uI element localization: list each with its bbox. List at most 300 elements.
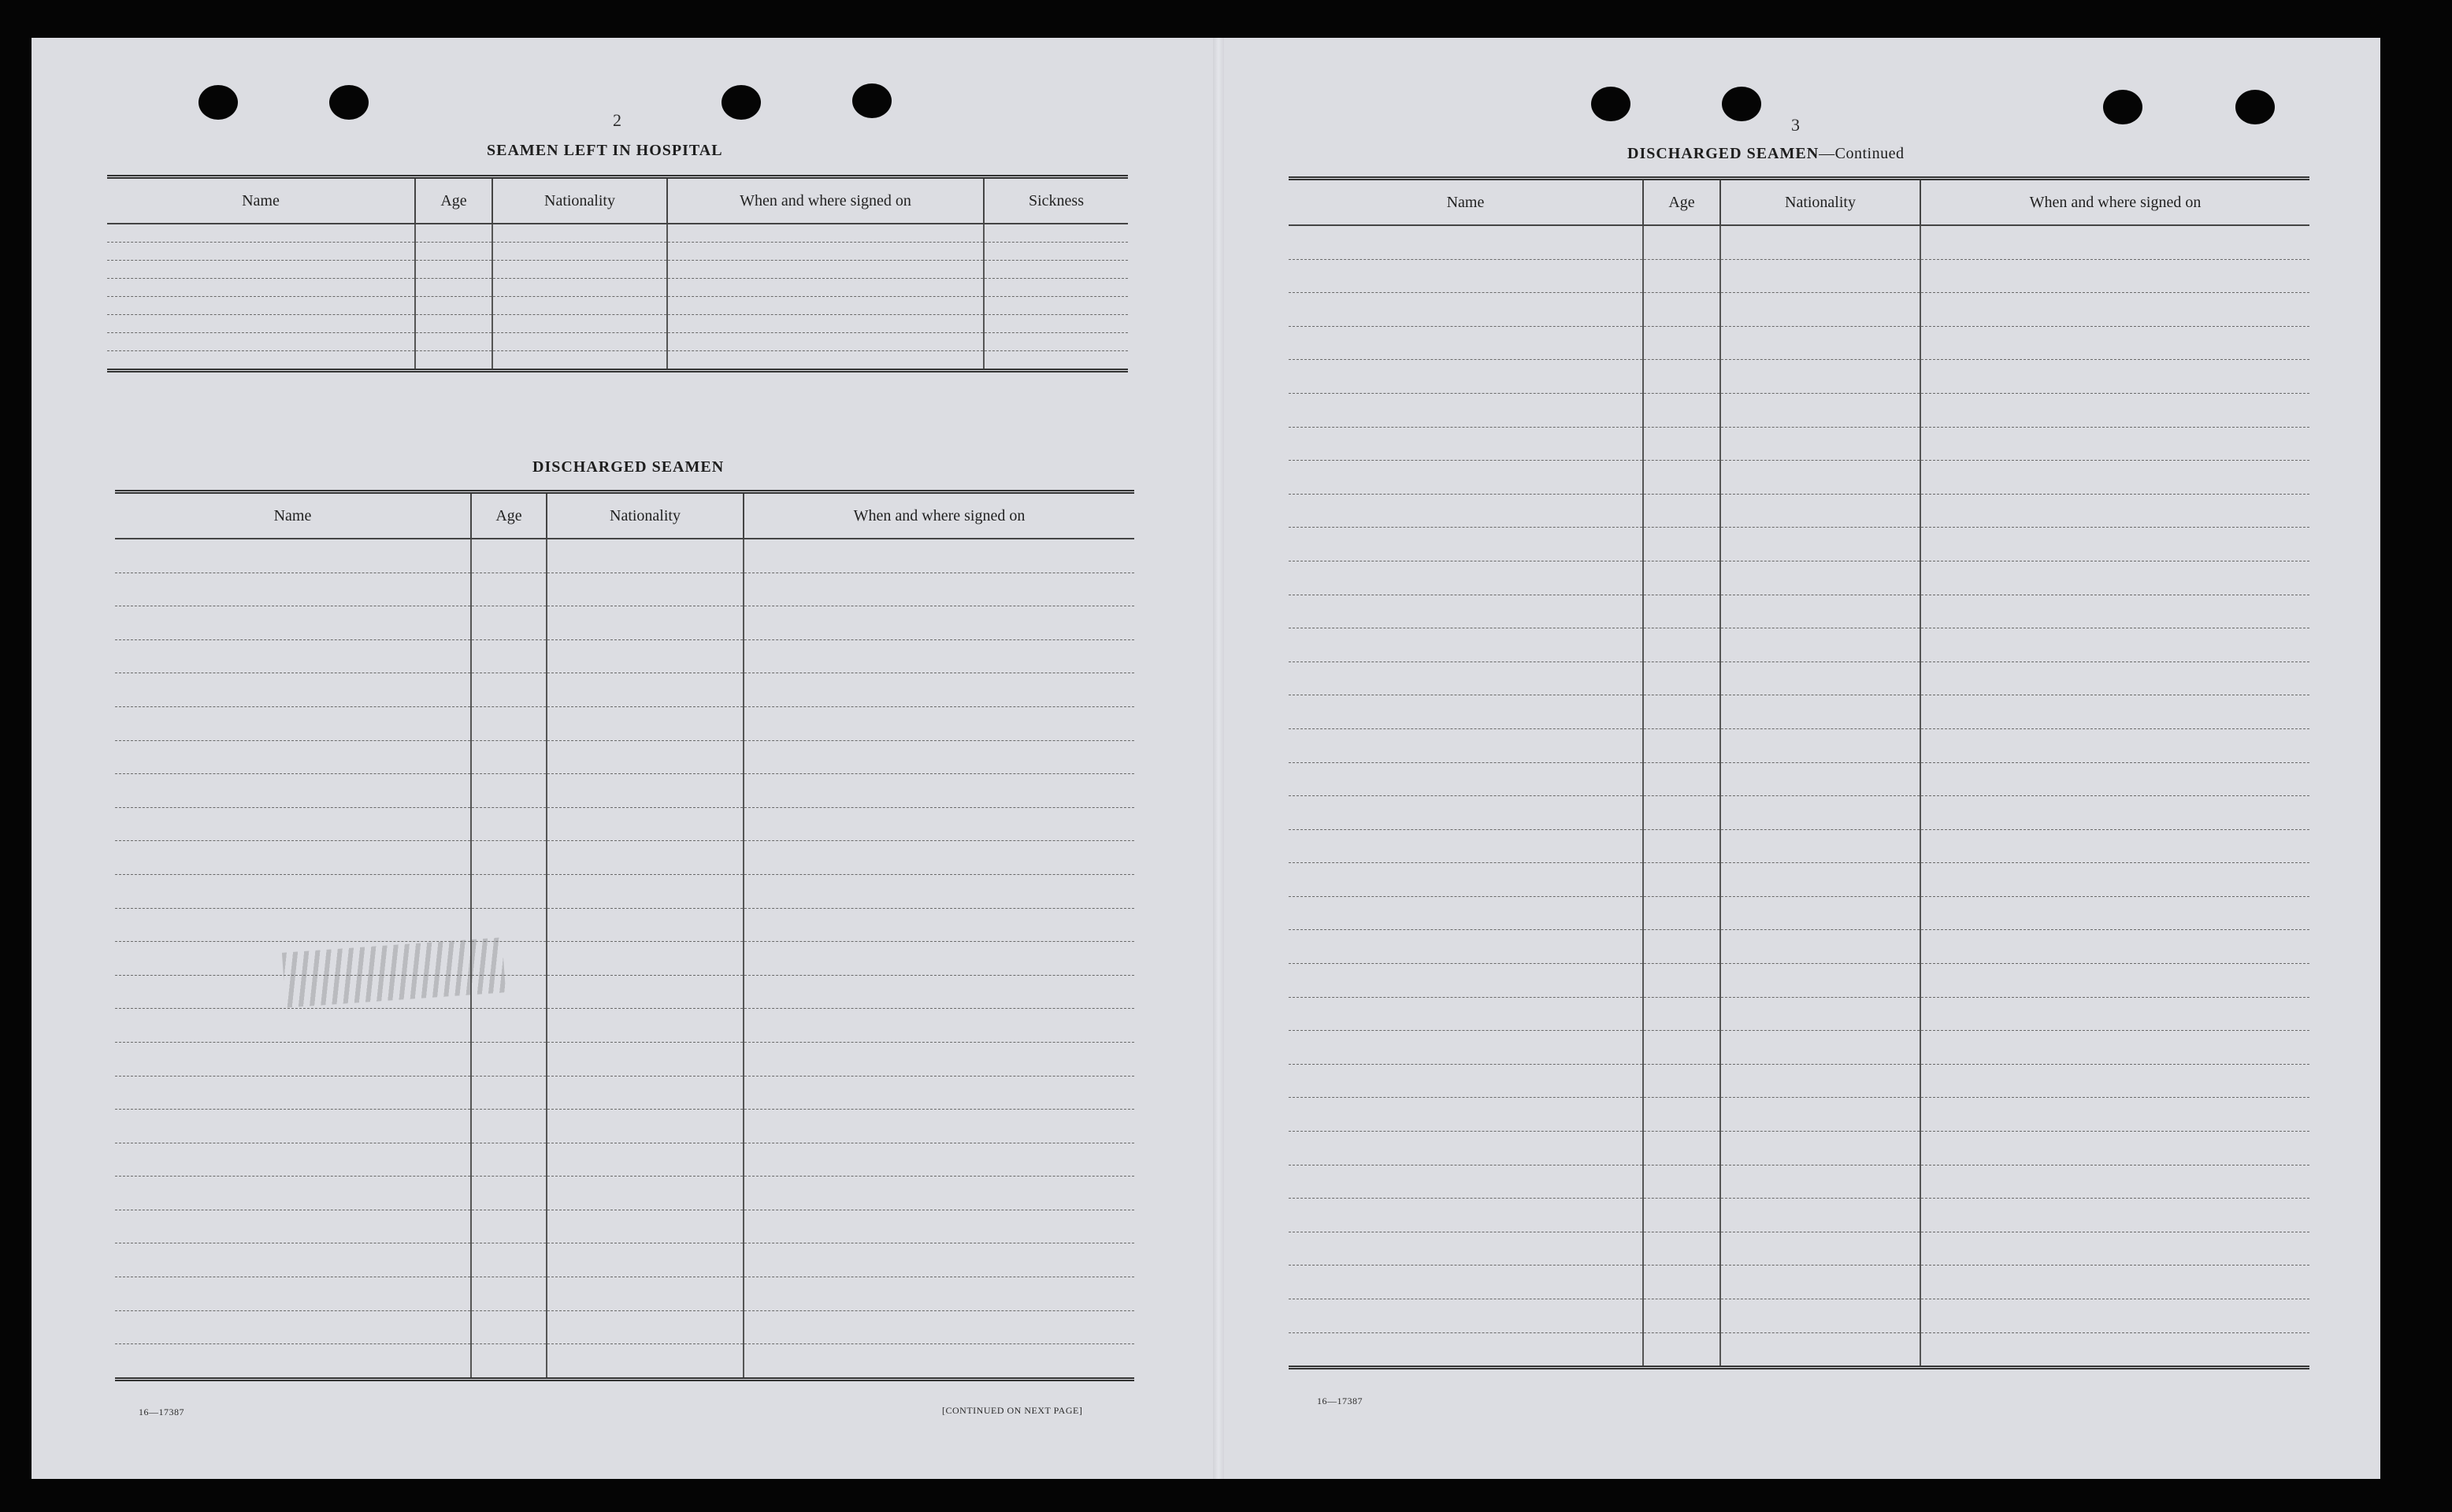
table-row	[1289, 628, 2309, 662]
table-cell[interactable]	[1289, 930, 1643, 964]
table-row	[1289, 1098, 2309, 1132]
table-cell[interactable]	[744, 1277, 1134, 1311]
table-cell[interactable]	[471, 1243, 547, 1277]
table-cell[interactable]	[547, 874, 744, 908]
table-cell[interactable]	[1289, 1266, 1643, 1299]
table-cell[interactable]	[115, 841, 471, 875]
table-cell[interactable]	[744, 1076, 1134, 1110]
table-cell[interactable]	[1920, 1332, 2309, 1368]
table-cell[interactable]	[547, 1344, 744, 1380]
column-header-sickness: Sickness	[984, 177, 1128, 224]
table-cell[interactable]	[1289, 461, 1643, 495]
table-cell[interactable]	[115, 706, 471, 740]
table-cell[interactable]	[547, 573, 744, 606]
table-cell[interactable]	[1289, 494, 1643, 528]
table-cell[interactable]	[1720, 997, 1920, 1031]
table-cell[interactable]	[471, 942, 547, 976]
table-row	[1289, 1064, 2309, 1098]
table-cell[interactable]	[547, 1210, 744, 1243]
column-header-signed-on: When and where signed on	[1920, 179, 2309, 226]
table-cell[interactable]	[1289, 293, 1643, 327]
table-cell[interactable]	[744, 1042, 1134, 1076]
table-cell[interactable]	[1289, 393, 1643, 427]
table-cell[interactable]	[1920, 427, 2309, 461]
table-row	[1289, 930, 2309, 964]
column-header-nationality: Nationality	[547, 492, 744, 539]
table-cell[interactable]	[115, 1344, 471, 1380]
page-fold	[1213, 38, 1224, 1479]
table-cell[interactable]	[115, 673, 471, 707]
table-cell[interactable]	[115, 975, 471, 1009]
table-cell[interactable]	[547, 639, 744, 673]
table-cell[interactable]	[1643, 326, 1720, 360]
table-cell[interactable]	[1643, 762, 1720, 796]
table-cell[interactable]	[471, 673, 547, 707]
table-row	[1289, 494, 2309, 528]
table-cell[interactable]	[1720, 360, 1920, 394]
table-cell[interactable]	[1720, 863, 1920, 897]
table-cell[interactable]	[1643, 1064, 1720, 1098]
table-cell[interactable]	[744, 539, 1134, 573]
table-cell[interactable]	[1720, 528, 1920, 561]
table-cell[interactable]	[1643, 796, 1720, 830]
table-row	[1289, 1165, 2309, 1199]
table-cell[interactable]	[744, 1344, 1134, 1380]
hospital-section-title: SEAMEN LEFT IN HOSPITAL	[487, 142, 723, 159]
table-cell[interactable]	[1643, 1132, 1720, 1166]
table-cell[interactable]	[1643, 728, 1720, 762]
punch-hole	[198, 85, 238, 120]
table-cell[interactable]	[1720, 1332, 1920, 1368]
table-cell[interactable]	[1920, 326, 2309, 360]
column-header-age: Age	[471, 492, 547, 539]
table-cell[interactable]	[1720, 393, 1920, 427]
table-row	[1289, 762, 2309, 796]
table-cell[interactable]	[471, 1210, 547, 1243]
table-cell[interactable]	[1720, 762, 1920, 796]
table-row	[1289, 595, 2309, 628]
table-cell[interactable]	[1643, 662, 1720, 695]
table-cell[interactable]	[1720, 1199, 1920, 1232]
table-cell[interactable]	[744, 573, 1134, 606]
table-cell[interactable]	[1289, 1064, 1643, 1098]
table-cell[interactable]	[744, 807, 1134, 841]
table-cell[interactable]	[1289, 1165, 1643, 1199]
table-cell[interactable]	[1720, 293, 1920, 327]
table-cell[interactable]	[471, 807, 547, 841]
table-row	[1289, 528, 2309, 561]
table-row	[115, 573, 1134, 606]
table-cell[interactable]	[1720, 461, 1920, 495]
table-row	[115, 1177, 1134, 1210]
table-cell[interactable]	[744, 1110, 1134, 1143]
table-row	[115, 841, 1134, 875]
table-cell[interactable]	[547, 908, 744, 942]
table-cell[interactable]	[115, 1243, 471, 1277]
table-cell[interactable]	[1289, 896, 1643, 930]
table-cell[interactable]	[115, 942, 471, 976]
table-cell[interactable]	[547, 740, 744, 774]
table-cell[interactable]	[1720, 1064, 1920, 1098]
table-cell[interactable]	[1643, 259, 1720, 293]
table-cell[interactable]	[1920, 662, 2309, 695]
table-cell[interactable]	[1643, 1232, 1720, 1266]
table-cell[interactable]	[1920, 1299, 2309, 1333]
table-cell[interactable]	[1720, 1299, 1920, 1333]
table-row	[1289, 1299, 2309, 1333]
table-row	[1289, 728, 2309, 762]
table-cell[interactable]	[547, 774, 744, 808]
table-cell[interactable]	[1720, 225, 1920, 259]
table-cell[interactable]	[744, 606, 1134, 640]
table-row	[115, 1009, 1134, 1043]
discharged-table	[115, 490, 1134, 1381]
table-cell[interactable]	[471, 908, 547, 942]
table-cell[interactable]	[1920, 1031, 2309, 1065]
table-cell[interactable]	[115, 1177, 471, 1210]
punch-hole	[2235, 90, 2275, 124]
punch-hole	[1722, 87, 1761, 121]
table-cell[interactable]	[1920, 863, 2309, 897]
table-row	[115, 1277, 1134, 1311]
table-cell[interactable]	[1720, 628, 1920, 662]
table-cell[interactable]	[744, 706, 1134, 740]
table-cell[interactable]	[1289, 1199, 1643, 1232]
table-row	[1289, 1266, 2309, 1299]
table-cell[interactable]	[471, 841, 547, 875]
table-cell[interactable]	[471, 1110, 547, 1143]
table-cell[interactable]	[744, 639, 1134, 673]
table-cell[interactable]	[1643, 628, 1720, 662]
table-cell[interactable]	[1720, 964, 1920, 998]
table-cell[interactable]	[1643, 896, 1720, 930]
table-cell[interactable]	[1920, 461, 2309, 495]
table-cell[interactable]	[1920, 1199, 2309, 1232]
table-row	[1289, 393, 2309, 427]
table-cell[interactable]	[1289, 1299, 1643, 1333]
table-cell[interactable]	[1920, 1232, 2309, 1266]
table-cell[interactable]	[1289, 1232, 1643, 1266]
table-cell[interactable]	[547, 807, 744, 841]
table-cell[interactable]	[1643, 595, 1720, 628]
punch-hole	[1591, 87, 1630, 121]
table-cell[interactable]	[744, 673, 1134, 707]
table-cell[interactable]	[1289, 528, 1643, 561]
table-cell[interactable]	[547, 841, 744, 875]
table-cell[interactable]	[471, 1076, 547, 1110]
column-header-age: Age	[1643, 179, 1720, 226]
table-row	[1289, 360, 2309, 394]
table-cell[interactable]	[1643, 1299, 1720, 1333]
table-cell[interactable]	[1720, 561, 1920, 595]
table-cell[interactable]	[547, 1009, 744, 1043]
hospital-table	[107, 175, 1128, 372]
table-cell[interactable]	[1289, 427, 1643, 461]
table-cell[interactable]	[1720, 1031, 1920, 1065]
table-cell[interactable]	[1289, 997, 1643, 1031]
table-row	[1289, 964, 2309, 998]
table-cell[interactable]	[1720, 1132, 1920, 1166]
table-cell[interactable]	[1920, 494, 2309, 528]
column-header-signed-on: When and where signed on	[667, 177, 984, 224]
table-cell[interactable]	[1289, 964, 1643, 998]
table-cell[interactable]	[1920, 829, 2309, 863]
table-cell[interactable]	[1643, 1266, 1720, 1299]
table-cell[interactable]	[471, 975, 547, 1009]
table-cell[interactable]	[1289, 796, 1643, 830]
table-cell[interactable]	[1920, 259, 2309, 293]
table-cell[interactable]	[547, 673, 744, 707]
table-cell[interactable]	[1289, 225, 1643, 259]
table-row	[1289, 225, 2309, 259]
table-cell[interactable]	[471, 774, 547, 808]
table-cell[interactable]	[1289, 728, 1643, 762]
table-cell[interactable]	[1720, 930, 1920, 964]
table-cell[interactable]	[1920, 997, 2309, 1031]
table-cell[interactable]	[1920, 393, 2309, 427]
column-header-name: Name	[107, 177, 415, 224]
table-cell[interactable]	[471, 1177, 547, 1210]
table-cell[interactable]	[1643, 1199, 1720, 1232]
table-row	[1289, 259, 2309, 293]
table-cell[interactable]	[1720, 662, 1920, 695]
table-cell[interactable]	[1643, 829, 1720, 863]
table-cell[interactable]	[744, 740, 1134, 774]
punch-hole	[722, 85, 761, 120]
table-cell[interactable]	[471, 539, 547, 573]
table-row	[115, 740, 1134, 774]
table-cell[interactable]	[1289, 259, 1643, 293]
table-cell[interactable]	[471, 706, 547, 740]
table-cell[interactable]	[547, 1310, 744, 1344]
table-cell[interactable]	[1920, 561, 2309, 595]
table-cell[interactable]	[471, 1143, 547, 1177]
table-cell[interactable]	[744, 1243, 1134, 1277]
table-cell[interactable]	[1720, 427, 1920, 461]
table-cell[interactable]	[744, 1009, 1134, 1043]
table-cell[interactable]	[744, 1210, 1134, 1243]
table-cell[interactable]	[1643, 494, 1720, 528]
table-cell[interactable]	[1289, 863, 1643, 897]
table-cell[interactable]	[547, 606, 744, 640]
table-cell[interactable]	[1643, 930, 1720, 964]
table-cell[interactable]	[115, 573, 471, 606]
table-cell[interactable]	[547, 1076, 744, 1110]
table-cell[interactable]	[115, 1110, 471, 1143]
table-cell[interactable]	[1289, 762, 1643, 796]
table-cell[interactable]	[115, 1277, 471, 1311]
table-row	[115, 539, 1134, 573]
table-cell[interactable]	[1643, 1332, 1720, 1368]
table-cell[interactable]	[744, 908, 1134, 942]
table-cell[interactable]	[471, 740, 547, 774]
table-cell[interactable]	[744, 774, 1134, 808]
table-cell[interactable]	[115, 774, 471, 808]
continued-note: [CONTINUED ON NEXT PAGE]	[942, 1405, 1083, 1416]
table-cell[interactable]	[547, 539, 744, 573]
table-row	[115, 1344, 1134, 1380]
table-cell[interactable]	[1920, 1098, 2309, 1132]
table-cell[interactable]	[1643, 461, 1720, 495]
table-cell[interactable]	[115, 1076, 471, 1110]
table-row	[107, 333, 1128, 351]
table-cell[interactable]	[1289, 662, 1643, 695]
table-cell[interactable]	[115, 908, 471, 942]
table-cell[interactable]	[471, 1277, 547, 1311]
column-header-name: Name	[115, 492, 471, 539]
table-row	[115, 706, 1134, 740]
table-cell[interactable]	[1643, 997, 1720, 1031]
table-cell[interactable]	[547, 975, 744, 1009]
table-cell[interactable]	[1720, 1165, 1920, 1199]
table-row	[115, 639, 1134, 673]
table-cell[interactable]	[1720, 829, 1920, 863]
table-cell[interactable]	[1720, 796, 1920, 830]
table-cell[interactable]	[115, 1042, 471, 1076]
table-cell[interactable]	[1720, 695, 1920, 729]
table-row	[107, 351, 1128, 371]
discharged-section-title: DISCHARGED SEAMEN	[532, 458, 725, 476]
table-cell[interactable]	[471, 874, 547, 908]
table-cell[interactable]	[115, 1210, 471, 1243]
table-cell[interactable]	[471, 1344, 547, 1380]
table-cell[interactable]	[547, 1277, 744, 1311]
table-cell[interactable]	[1289, 326, 1643, 360]
table-cell[interactable]	[547, 1110, 744, 1143]
table-cell[interactable]	[115, 1009, 471, 1043]
table-row	[115, 1110, 1134, 1143]
table-row	[1289, 695, 2309, 729]
table-cell[interactable]	[1643, 863, 1720, 897]
table-cell[interactable]	[471, 573, 547, 606]
table-cell[interactable]	[1643, 393, 1720, 427]
table-cell[interactable]	[547, 1042, 744, 1076]
table-cell[interactable]	[1289, 1031, 1643, 1065]
table-cell[interactable]	[471, 1009, 547, 1043]
table-row	[1289, 1332, 2309, 1368]
table-row	[1289, 1232, 2309, 1266]
table-cell[interactable]	[1920, 796, 2309, 830]
table-cell[interactable]	[1643, 1098, 1720, 1132]
table-cell[interactable]	[1289, 695, 1643, 729]
table-cell[interactable]	[1289, 829, 1643, 863]
table-cell[interactable]	[1289, 595, 1643, 628]
table-cell[interactable]	[1720, 595, 1920, 628]
table-row	[1289, 829, 2309, 863]
page-number: 2	[613, 110, 621, 130]
table-cell[interactable]	[1720, 259, 1920, 293]
table-cell[interactable]	[115, 639, 471, 673]
table-cell[interactable]	[1643, 528, 1720, 561]
table-cell[interactable]	[1720, 728, 1920, 762]
column-header-nationality: Nationality	[1720, 179, 1920, 226]
table-cell[interactable]	[744, 841, 1134, 875]
table-cell[interactable]	[547, 942, 744, 976]
table-cell[interactable]	[1920, 964, 2309, 998]
table-cell[interactable]	[471, 1042, 547, 1076]
table-cell[interactable]	[547, 1177, 744, 1210]
table-cell[interactable]	[471, 606, 547, 640]
table-cell[interactable]	[1920, 1266, 2309, 1299]
table-cell[interactable]	[1920, 595, 2309, 628]
column-header-age: Age	[415, 177, 492, 224]
table-cell[interactable]	[1920, 1064, 2309, 1098]
table-cell[interactable]	[1920, 225, 2309, 259]
table-cell[interactable]	[1289, 1332, 1643, 1368]
table-cell[interactable]	[1643, 360, 1720, 394]
title-suffix: —Continued	[1819, 145, 1905, 162]
table-cell[interactable]	[1643, 1165, 1720, 1199]
table-row	[115, 874, 1134, 908]
table-cell[interactable]	[1289, 628, 1643, 662]
table-cell[interactable]	[1720, 1266, 1920, 1299]
table-cell[interactable]	[1920, 728, 2309, 762]
table-cell[interactable]	[115, 740, 471, 774]
table-cell[interactable]	[1289, 1098, 1643, 1132]
table-row	[1289, 863, 2309, 897]
table-cell[interactable]	[1643, 427, 1720, 461]
table-cell[interactable]	[115, 1143, 471, 1177]
table-cell[interactable]	[1920, 695, 2309, 729]
table-cell[interactable]	[744, 975, 1134, 1009]
table-cell[interactable]	[1643, 225, 1720, 259]
table-cell[interactable]	[471, 1310, 547, 1344]
table-row	[115, 1210, 1134, 1243]
table-cell[interactable]	[1643, 964, 1720, 998]
table-cell[interactable]	[1289, 1132, 1643, 1166]
table-cell[interactable]	[744, 942, 1134, 976]
table-cell[interactable]	[547, 1143, 744, 1177]
table-row	[107, 224, 1128, 243]
table-cell[interactable]	[1920, 762, 2309, 796]
table-cell[interactable]	[1720, 494, 1920, 528]
table-cell[interactable]	[115, 606, 471, 640]
table-cell[interactable]	[744, 1310, 1134, 1344]
table-cell[interactable]	[1643, 1031, 1720, 1065]
column-header-name: Name	[1289, 179, 1643, 226]
table-cell[interactable]	[1720, 326, 1920, 360]
table-cell[interactable]	[115, 1310, 471, 1344]
table-row	[115, 774, 1134, 808]
table-cell[interactable]	[1289, 360, 1643, 394]
table-cell[interactable]	[1643, 293, 1720, 327]
table-cell[interactable]	[1720, 1232, 1920, 1266]
table-cell[interactable]	[1643, 561, 1720, 595]
table-cell[interactable]	[1920, 628, 2309, 662]
table-cell[interactable]	[115, 807, 471, 841]
table-cell[interactable]	[1920, 293, 2309, 327]
table-cell[interactable]	[744, 874, 1134, 908]
table-cell[interactable]	[1920, 1132, 2309, 1166]
table-cell[interactable]	[471, 639, 547, 673]
table-cell[interactable]	[1720, 896, 1920, 930]
table-cell[interactable]	[115, 539, 471, 573]
table-cell[interactable]	[1720, 1098, 1920, 1132]
table-cell[interactable]	[1643, 695, 1720, 729]
table-cell[interactable]	[1920, 930, 2309, 964]
table-cell[interactable]	[744, 1177, 1134, 1210]
table-cell[interactable]	[1289, 561, 1643, 595]
table-cell[interactable]	[1920, 1165, 2309, 1199]
table-cell[interactable]	[547, 1243, 744, 1277]
table-cell[interactable]	[1920, 528, 2309, 561]
table-cell[interactable]	[547, 706, 744, 740]
table-cell[interactable]	[115, 874, 471, 908]
table-cell[interactable]	[1920, 896, 2309, 930]
table-row	[1289, 1132, 2309, 1166]
table-cell[interactable]	[1920, 360, 2309, 394]
table-cell[interactable]	[744, 1143, 1134, 1177]
